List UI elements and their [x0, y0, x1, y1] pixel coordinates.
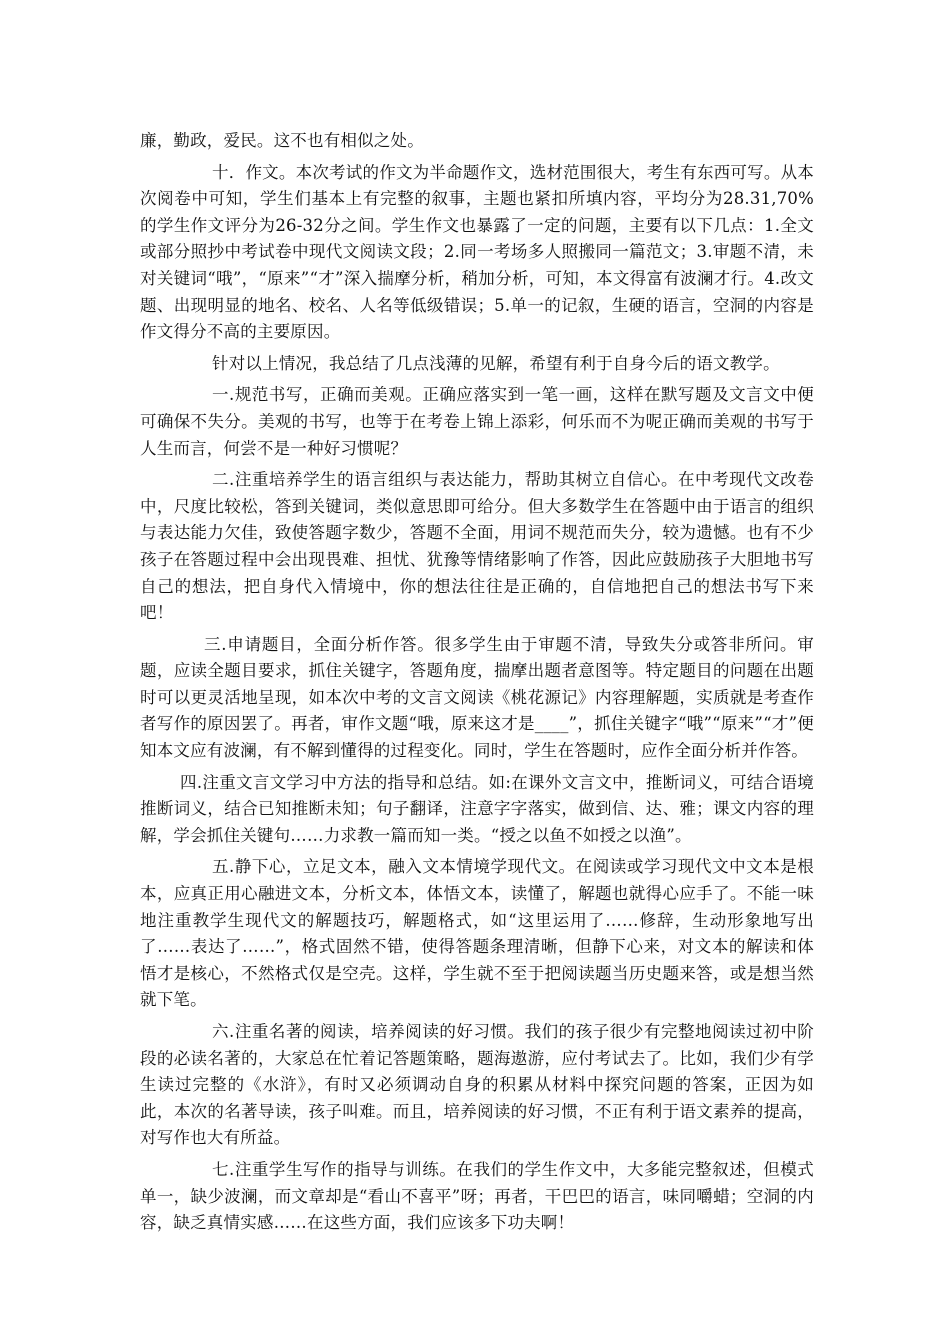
- paragraph-point-6: 六.注重名著的阅读，培养阅读的好习惯。我们的孩子很少有完整地阅读过初中阶段的必读名著的，大家总在忙着记答题策略，题海遨游，应付考试去了。比如，我们少有学生读过完整的《水浒》，有时又必须调动自身的积累从材料中探究问题的答案，正因为如此，本次的名著导读，孩子叫难。而且，培养阅读的好习惯，不正有利于语文素养的提高，对写作也大有所益。: [140, 1022, 814, 1148]
- paragraph-point-5: 五.静下心，立足文本，融入文本情境学现代文。在阅读或学习现代文中文本是根本，应真正用心融进文本，分析文本，体悟文本，读懂了，解题也就得心应手了。不能一味地注重教学生现代文的解题技巧，解题格式，如“这里运用了……修辞，生动形象地写出了……表达了……”，格式固然不错，使得答题条理清晰，但静下心来，对文本的解读和体悟才是核心，不然格式仅是空壳。这样，学生就不至于把阅读题当历史题来答，或是想当然就下笔。: [140, 857, 814, 1010]
- document-body: [140, 128, 814, 1242]
- paragraph-point-2: 二.注重培养学生的语言组织与表达能力，帮助其树立自信心。在中考现代文改卷中，尺度比较松，答到关键词，类似意思即可给分。但大多数学生在答题中由于语言的组织与表达能力欠佳，致使答题字数少，答题不全面，用词不规范而失分，较为遗憾。也有不少孩子在答题过程中会出现畏难、担忧、犹豫等情绪影响了作答，因此应鼓励孩子大胆地书写自己的想法，把自身代入情境中，你的想法往往是正确的，自信地把自己的想法书写下来吧！: [140, 470, 814, 623]
- paragraph-continuation: 廉，勤政，爱民。这不也有相似之处。: [140, 131, 424, 150]
- paragraph-point-1: 一.规范书写，正确而美观。正确应落实到一笔一画，这样在默写题及文言文中便可确保不失分。美观的书写，也等于在考卷上锦上添彩，何乐而不为呢正确而美观的书写于人生而言，何尝不是一种好习惯呢？: [140, 385, 814, 458]
- paragraph-summary-intro: 针对以上情况，我总结了几点浅薄的见解，希望有利于自身今后的语文教学。: [212, 353, 780, 373]
- paragraph-composition: 十．作文。本次考试的作文为半命题作文，选材范围很大，考生有东西可写。从本次阅卷中可知，学生们基本上有完整的叙事，主题也紧扣所填内容，平均分为28.31,70%的学生作文评分为26-32分之间。学生作文也暴露了一定的问题，主要有以下几点：1.全文或部分照抄中考试卷中现代文阅读文段；2.同一考场多人照搬同一篇范文；3.审题不清，未对关键词“哦”，“原来”“才”深入揣摩分析，稍加分析，可知，本文得富有波澜才行。4.改文题、出现明显的地名、校名、人名等低级错误；5.单一的记叙，生硬的语言，空洞的内容是作文得分不高的主要原因。: [140, 162, 814, 342]
- paragraph-point-3: 三.申请题目，全面分析作答。很多学生由于审题不清，导致失分或答非所问。审题，应读全题目要求，抓住关键字，答题角度，揣摩出题者意图等。特定题目的问题在出题时可以更灵活地呈现，如本次中考的文言文阅读《桃花源记》内容理解题，实质就是考查作者写作的原因罢了。再者，审作文题“哦，原来这才是____”，抓住关键字“哦”“原来”“才”便知本文应有波澜，有不解到懂得的过程变化。同时，学生在答题时，应作全面分析并作答。: [140, 634, 814, 761]
- paragraph-point-4: 四.注重文言文学习中方法的指导和总结。如:在课外文言文中，推断词义，可结合语境推断词义，结合已知推断未知；句子翻译，注意字字落实，做到信、达、雅；课文内容的理解，学会抓住关键句……力求教一篇而知一类。“授之以鱼不如授之以渔”。: [140, 772, 814, 845]
- paragraph-point-7: 七.注重学生写作的指导与训练。在我们的学生作文中，大多能完整叙述，但模式单一，缺少波澜，而文章却是“看山不喜平”呀；再者，干巴巴的语言，味同嚼蜡；空洞的内容，缺乏真情实感……在这些方面，我们应该多下功夫啊！: [140, 1159, 814, 1233]
